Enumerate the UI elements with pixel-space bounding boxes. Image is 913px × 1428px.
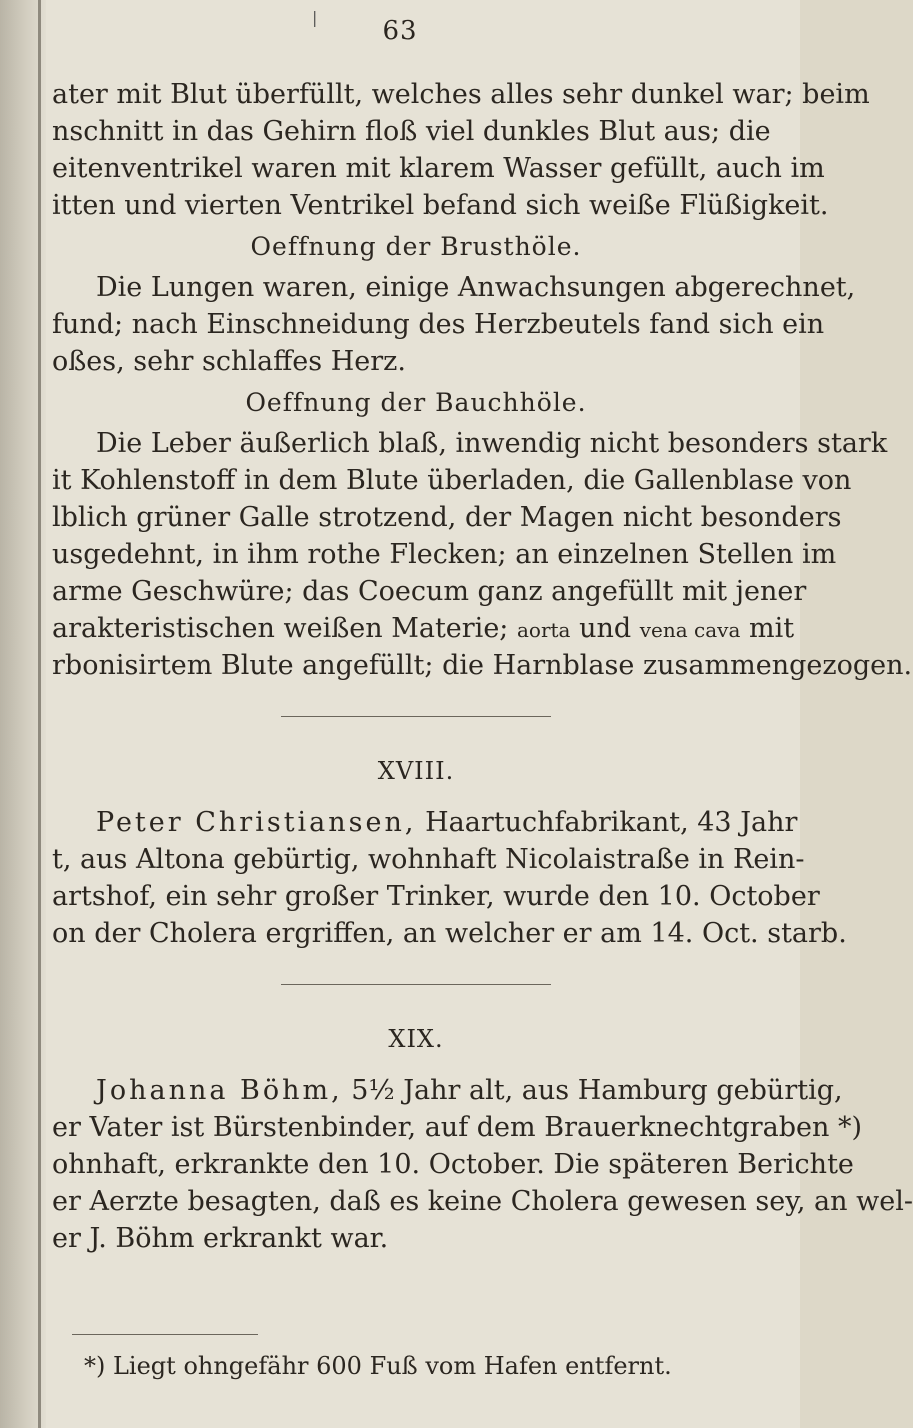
text-line: on der Cholera ergriffen, an welcher er am 14. Oct. starb. xyxy=(52,918,847,949)
text-line: it Kohlenstoff in dem Blute überladen, die Gallenblase von xyxy=(52,465,852,496)
text-fragment: und xyxy=(579,613,632,644)
latin-term-aorta: aorta xyxy=(516,618,571,642)
section-number-18: XVIII. xyxy=(377,757,455,785)
text-line: usgedehnt, in ihm rothe Flecken; an einzelnen Stellen im xyxy=(52,539,837,570)
text-fragment: arakteristischen weißen Materie; xyxy=(52,613,509,644)
text-line: fund; nach Einschneidung des Herzbeutels fand sich ein xyxy=(52,309,825,340)
text-line: itten und vierten Ventrikel befand sich weiße Flüßigkeit. xyxy=(52,190,829,221)
text-line: ohnhaft, erkrankte den 10. October. Die späteren Berichte xyxy=(52,1149,854,1180)
text-line: ater mit Blut überfüllt, welches alles sehr dunkel war; beim xyxy=(52,79,870,110)
heading-abdomen-opening: Oeffnung der Bauchhöle. xyxy=(245,388,587,417)
latin-term-vena-cava: vena cava xyxy=(639,618,741,642)
text-line: rbonisirtem Blute angefüllt; die Harnblase zusammengezogen. xyxy=(52,650,913,681)
text-fragment: Haartuchfabrikant, 43 Jahr xyxy=(425,807,798,838)
footnote: *) Liegt ohngefähr 600 Fuß vom Hafen entfernt. xyxy=(84,1352,672,1380)
text-line xyxy=(52,1072,843,1109)
text-fragment: mit xyxy=(748,613,795,644)
section-divider xyxy=(281,716,551,717)
text-line: eitenventrikel waren mit klarem Wasser gefüllt, auch im xyxy=(52,153,825,184)
heading-chest-opening: Oeffnung der Brusthöle. xyxy=(250,232,582,261)
person-name: Johanna Böhm, xyxy=(96,1075,343,1106)
person-name: Peter Christiansen, xyxy=(96,807,417,838)
text-line: Die Lungen waren, einige Anwachsungen abgerechnet, xyxy=(96,272,856,303)
text-line: lblich grüner Galle strotzend, der Magen nicht besonders xyxy=(52,502,842,533)
text-line: arme Geschwüre; das Coecum ganz angefüllt mit jener xyxy=(52,576,807,607)
page-number: 63 xyxy=(382,16,418,46)
text-line: nschnitt in das Gehirn floß viel dunkles Blut aus; die xyxy=(52,116,771,147)
page-text xyxy=(52,76,913,1257)
text-line: Die Leber äußerlich blaß, inwendig nicht besonders stark xyxy=(96,428,888,459)
text-line xyxy=(52,804,798,841)
text-line: er Aerzte besagten, daß es keine Cholera gewesen sey, an wel- xyxy=(52,1186,913,1217)
binding-edge xyxy=(38,0,41,1428)
text-line: artshof, ein sehr großer Trinker, wurde den 10. October xyxy=(52,881,820,912)
text-fragment: 5½ Jahr alt, aus Hamburg gebürtig, xyxy=(351,1075,843,1106)
text-line xyxy=(52,610,795,647)
page-mark: | xyxy=(312,8,318,27)
footnote-divider xyxy=(72,1334,258,1335)
text-line: oßes, sehr schlaffes Herz. xyxy=(52,346,406,377)
text-line: t, aus Altona gebürtig, wohnhaft Nicolaistraße in Rein- xyxy=(52,844,805,875)
text-line: er J. Böhm erkrankt war. xyxy=(52,1223,389,1254)
section-number-19: XIX. xyxy=(388,1025,444,1053)
text-line: er Vater ist Bürstenbinder, auf dem Brauerknechtgraben *) xyxy=(52,1112,862,1143)
section-divider xyxy=(281,984,551,985)
